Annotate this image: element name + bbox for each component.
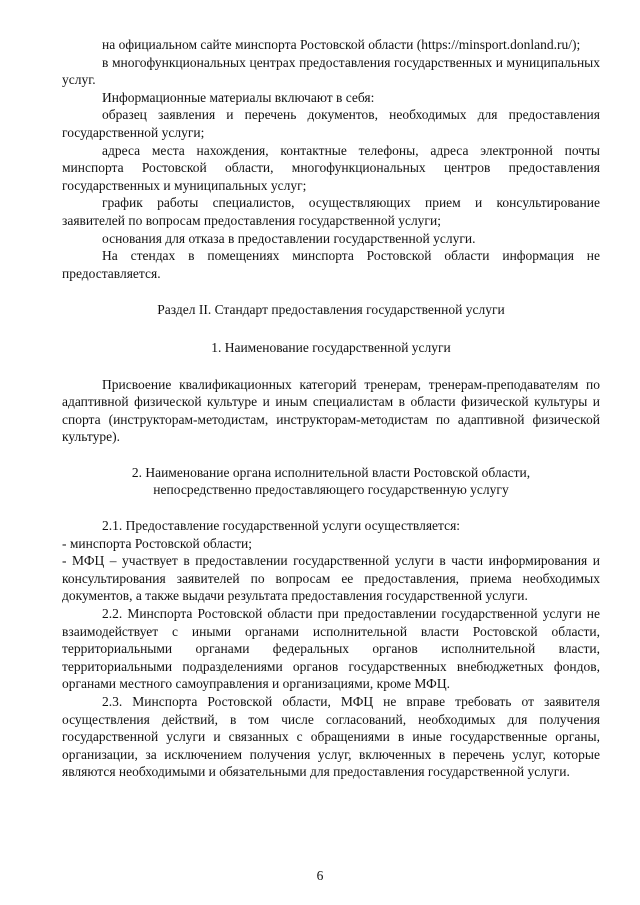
intro-paragraph-website: на официальном сайте минспорта Ростовской области (https://minsport.donland.ru/);	[102, 37, 581, 52]
intro-paragraph-addresses: адреса места нахождения, контактные телефоны, адреса электронной почты минспорта Ростовской области, многофункциональных центров предоставления государственных и муниципальных услуг;	[62, 142, 600, 193]
subsection-1-text: Присвоение квалификационных категорий тренерам, тренерам-преподавателям по адаптивной физической культуре и иным специалистам в области физической культуры и спорта (инструкторам-методистам, инструкторам-методистам по адаптивной физической культуре).	[62, 376, 600, 445]
paragraph-2-2: 2.2. Минспорта Ростовской области при предоставлении государственной услуги не взаимодействует с иными органами исполнительной власти Ростовской области, территориальными органами федеральных органов исполнительной власти, территориальными подразделениями органов государственных внебюджетных фондов, органами местного самоуправления и организациями, кроме МФЦ.	[62, 606, 600, 692]
paragraph-2-3: 2.3. Минспорта Ростовской области, МФЦ не вправе требовать от заявителя осуществления действий, в том числе согласований, необходимых для получения государственной услуги и связанных с обращениями в иные государственные органы, организации, за исключением получения услуг, включенных в перечень услуг, которые являются необходимыми и обязательными для предоставления государственной услуги.	[62, 694, 600, 780]
section-title: Раздел II. Стандарт предоставления государственной услуги	[157, 302, 505, 318]
page-number: 6	[316, 868, 324, 883]
intro-paragraph-materials: Информационные материалы включают в себя:	[102, 89, 375, 105]
subsection-2-title	[62, 464, 600, 499]
intro-paragraph-sample-form: образец заявления и перечень документов, необходимых для предоставления государственной услуги;	[62, 107, 600, 140]
subsection-1-title: 1. Наименование государственной услуги	[211, 339, 451, 355]
intro-paragraph-mfc: в многофункциональных центрах предоставления государственных и муниципальных услуг.	[62, 54, 600, 88]
subsection-2-title-line-2: непосредственно предоставляющего государственную услугу	[153, 482, 509, 498]
paragraph-2-1: 2.1. Предоставление государственной услуги осуществляется:	[102, 518, 461, 534]
paragraph-2-1-item-1: - минспорта Ростовской области;	[62, 535, 252, 551]
paragraph-2-1-item-2: - МФЦ – участвует в предоставлении государственной услуги в части информирования и консультирования заявителей по вопросам ее предоставления, приема необходимых документов, а также выдачи результата предоставления государственной услуги.	[62, 553, 600, 604]
intro-paragraph-stands: На стендах в помещениях минспорта Ростовской области информация не предоставляется.	[62, 248, 600, 281]
intro-paragraph-schedule: график работы специалистов, осуществляющих прием и консультирование заявителей по вопросам предоставления государственной услуги;	[62, 195, 600, 228]
intro-paragraph-refusal: основания для отказа в предоставлении государственной услуги.	[102, 230, 476, 246]
subsection-2-title-line-1: 2. Наименование органа исполнительной власти Ростовской области,	[131, 464, 531, 480]
document-page	[62, 36, 600, 781]
